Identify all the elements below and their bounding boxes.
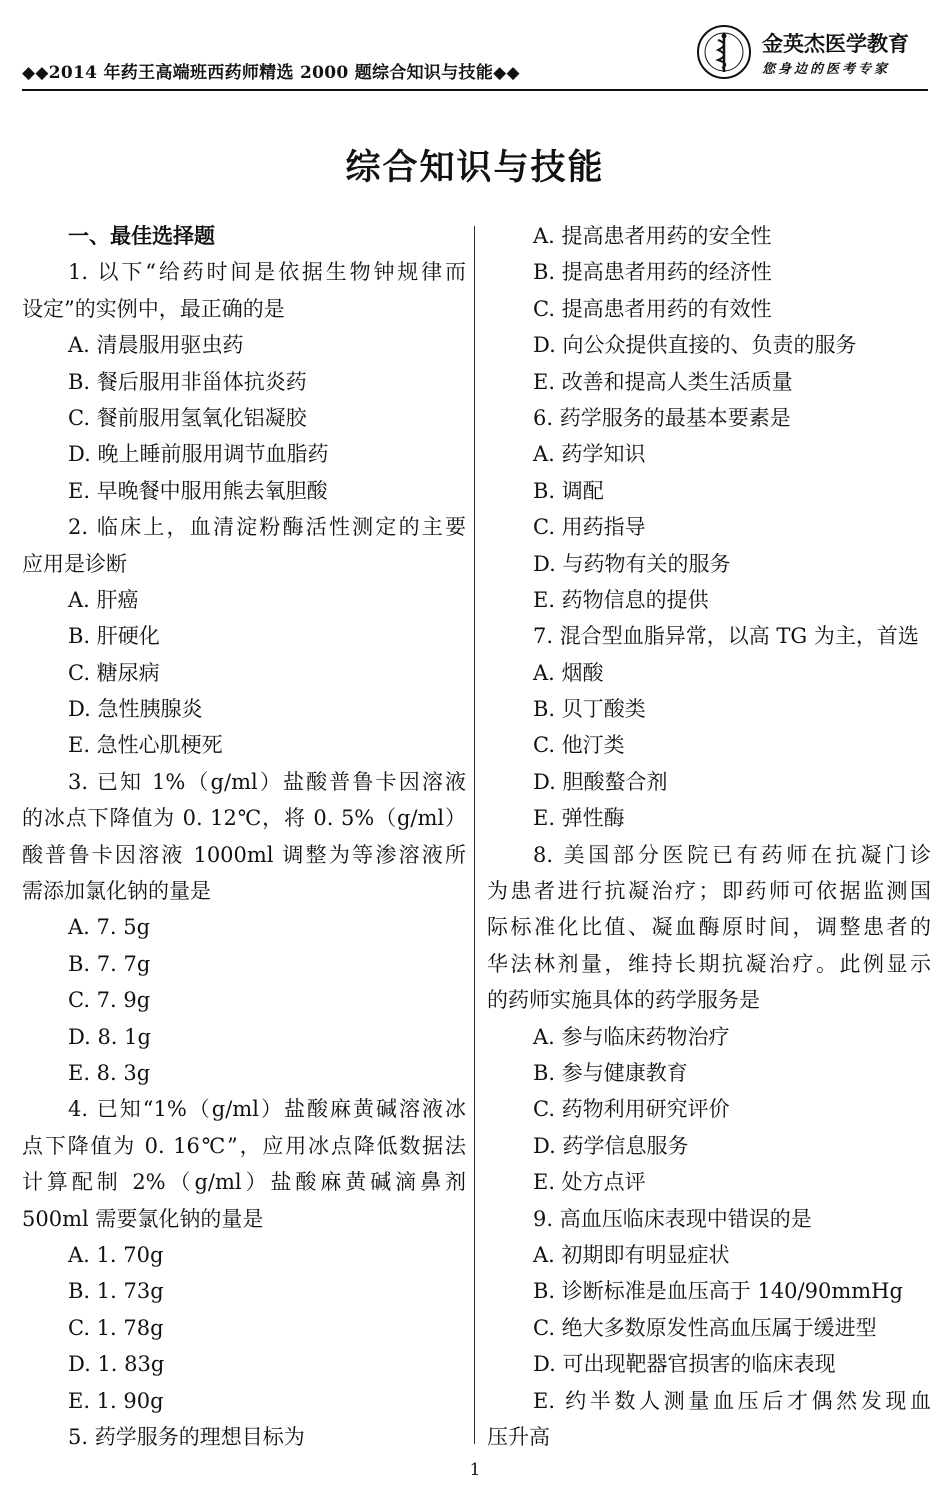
question-4-option: A. 1. 70g — [68, 1242, 164, 1267]
question-9-option: D. 可出现靶器官损害的临床表现 — [533, 1352, 836, 1377]
header-title: ◆◆2014 年药王高端班西药师精选 2000 题综合知识与技能◆◆ — [22, 63, 520, 83]
question-5-option: A. 提高患者用药的安全性 — [533, 224, 772, 248]
right-column — [487, 218, 931, 1455]
question-5-option: C. 提高患者用药的有效性 — [533, 296, 772, 321]
question-5-option: B. 提高患者用药的经济性 — [533, 260, 772, 285]
section-heading: 一、最佳选择题 — [68, 223, 215, 248]
question-1-option: B. 餐后服用非甾体抗炎药 — [68, 369, 307, 394]
question-2-option: C. 糖尿病 — [68, 660, 160, 685]
question-8-option: E. 处方点评 — [533, 1170, 646, 1195]
header-divider — [22, 89, 928, 91]
question-2-line: 2. 临床上，血清淀粉酶活性测定的主要 — [68, 515, 466, 540]
question-8-line: 为患者进行抗凝治疗；即药师可依据监测国 — [487, 879, 931, 904]
question-7-option: E. 弹性酶 — [533, 806, 625, 831]
question-3-option: D. 8. 1g — [68, 1024, 151, 1049]
question-9-option: A. 初期即有明显症状 — [533, 1242, 730, 1267]
question-7-option: D. 胆酸螯合剂 — [533, 769, 668, 794]
question-7-stem: 7. 混合型血脂异常，以高 TG 为主，首选 — [533, 624, 919, 649]
question-6-option: B. 调配 — [533, 478, 604, 503]
question-6-stem: 6. 药学服务的最基本要素是 — [533, 405, 791, 430]
left-column — [22, 218, 466, 1455]
document-title: 综合知识与技能 — [345, 147, 605, 188]
question-8-line: 际标准化比值、凝血酶原时间，调整患者的 — [487, 915, 931, 940]
question-7-option: B. 贝丁酸类 — [533, 697, 646, 722]
question-2-option: B. 肝硬化 — [68, 624, 160, 649]
question-2-option: E. 急性心肌梗死 — [68, 733, 223, 758]
question-9-option: 压升高 — [487, 1424, 550, 1449]
question-5-stem: 5. 药学服务的理想目标为 — [68, 1424, 305, 1449]
brand-logo — [696, 20, 928, 86]
question-4-option: B. 1. 73g — [68, 1279, 164, 1304]
question-4-option: E. 1. 90g — [68, 1388, 164, 1413]
question-3-line: 的冰点下降值为 0. 12℃，将 0. 5%（g/ml） — [22, 806, 466, 831]
question-8-line: 的药师实施具体的药学服务是 — [487, 988, 760, 1013]
question-1-option: A. 清晨服用驱虫药 — [68, 333, 244, 358]
question-7-option: C. 他汀类 — [533, 733, 625, 758]
question-3-line: 酸普鲁卡因溶液 1000ml 调整为等渗溶液所 — [22, 842, 466, 867]
question-5-option: E. 改善和提高人类生活质量 — [533, 369, 793, 394]
question-5-option: D. 向公众提供直接的、负责的服务 — [533, 333, 857, 358]
page-header — [22, 20, 928, 90]
question-1-option: C. 餐前服用氢氧化铝凝胶 — [68, 405, 307, 430]
question-3-option: A. 7. 5g — [68, 915, 151, 940]
brand-name: 金英杰医学教育 — [762, 31, 909, 56]
question-9-option: E. 约半数人测量血压后才偶然发现血 — [533, 1388, 931, 1413]
question-4-line: 500ml 需要氯化钠的量是 — [22, 1206, 264, 1231]
brand-slogan: 您身边的医考专家 — [762, 62, 891, 77]
question-6-option: D. 与药物有关的服务 — [533, 551, 731, 576]
question-8-option: B. 参与健康教育 — [533, 1060, 688, 1085]
question-3-option: C. 7. 9g — [68, 988, 151, 1013]
question-4-option: D. 1. 83g — [68, 1352, 165, 1377]
question-8-line: 8. 美国部分医院已有药师在抗凝门诊 — [533, 842, 931, 867]
column-divider — [474, 226, 475, 1444]
question-9-stem: 9. 高血压临床表现中错误的是 — [533, 1206, 812, 1231]
question-4-option: C. 1. 78g — [68, 1315, 164, 1340]
question-8-option: A. 参与临床药物治疗 — [533, 1024, 730, 1049]
question-1-line: 设定”的实例中，最正确的是 — [22, 296, 285, 321]
question-1-option: E. 早晚餐中服用熊去氧胆酸 — [68, 478, 328, 503]
question-1-line: 1. 以下“给药时间是依据生物钟规律而 — [68, 260, 466, 285]
question-2-option: D. 急性胰腺炎 — [68, 697, 203, 722]
question-6-option: A. 药学知识 — [533, 442, 646, 467]
question-4-line: 点下降值为 0. 16℃”，应用冰点降低数据法 — [22, 1133, 466, 1158]
question-7-option: A. 烟酸 — [533, 660, 604, 685]
question-9-option: C. 绝大多数原发性高血压属于缓进型 — [533, 1315, 877, 1340]
question-3-option: E. 8. 3g — [68, 1060, 151, 1085]
question-1-option: D. 晚上睡前服用调节血脂药 — [68, 442, 329, 467]
question-9-option: B. 诊断标准是血压高于 140/90mmHg — [533, 1279, 903, 1304]
question-8-option: C. 药物利用研究评价 — [533, 1097, 730, 1122]
question-3-option: B. 7. 7g — [68, 951, 151, 976]
question-8-line: 华法林剂量，维持长期抗凝治疗。此例显示 — [487, 951, 931, 976]
page-number: 1 — [469, 1460, 481, 1480]
question-6-option: E. 药物信息的提供 — [533, 587, 709, 612]
question-6-option: C. 用药指导 — [533, 515, 646, 540]
question-2-line: 应用是诊断 — [22, 551, 127, 576]
question-3-line: 需添加氯化钠的量是 — [22, 879, 211, 904]
question-4-line: 4. 已知“1%（g/ml）盐酸麻黄碱溶液冰 — [68, 1097, 466, 1122]
brand-seal-icon — [696, 24, 752, 80]
question-3-line: 3. 已知 1%（g/ml）盐酸普鲁卡因溶液 — [68, 769, 466, 794]
question-4-line: 计算配制 2%（g/ml）盐酸麻黄碱滴鼻剂 — [22, 1170, 466, 1195]
question-2-option: A. 肝癌 — [68, 587, 139, 612]
question-8-option: D. 药学信息服务 — [533, 1133, 689, 1158]
